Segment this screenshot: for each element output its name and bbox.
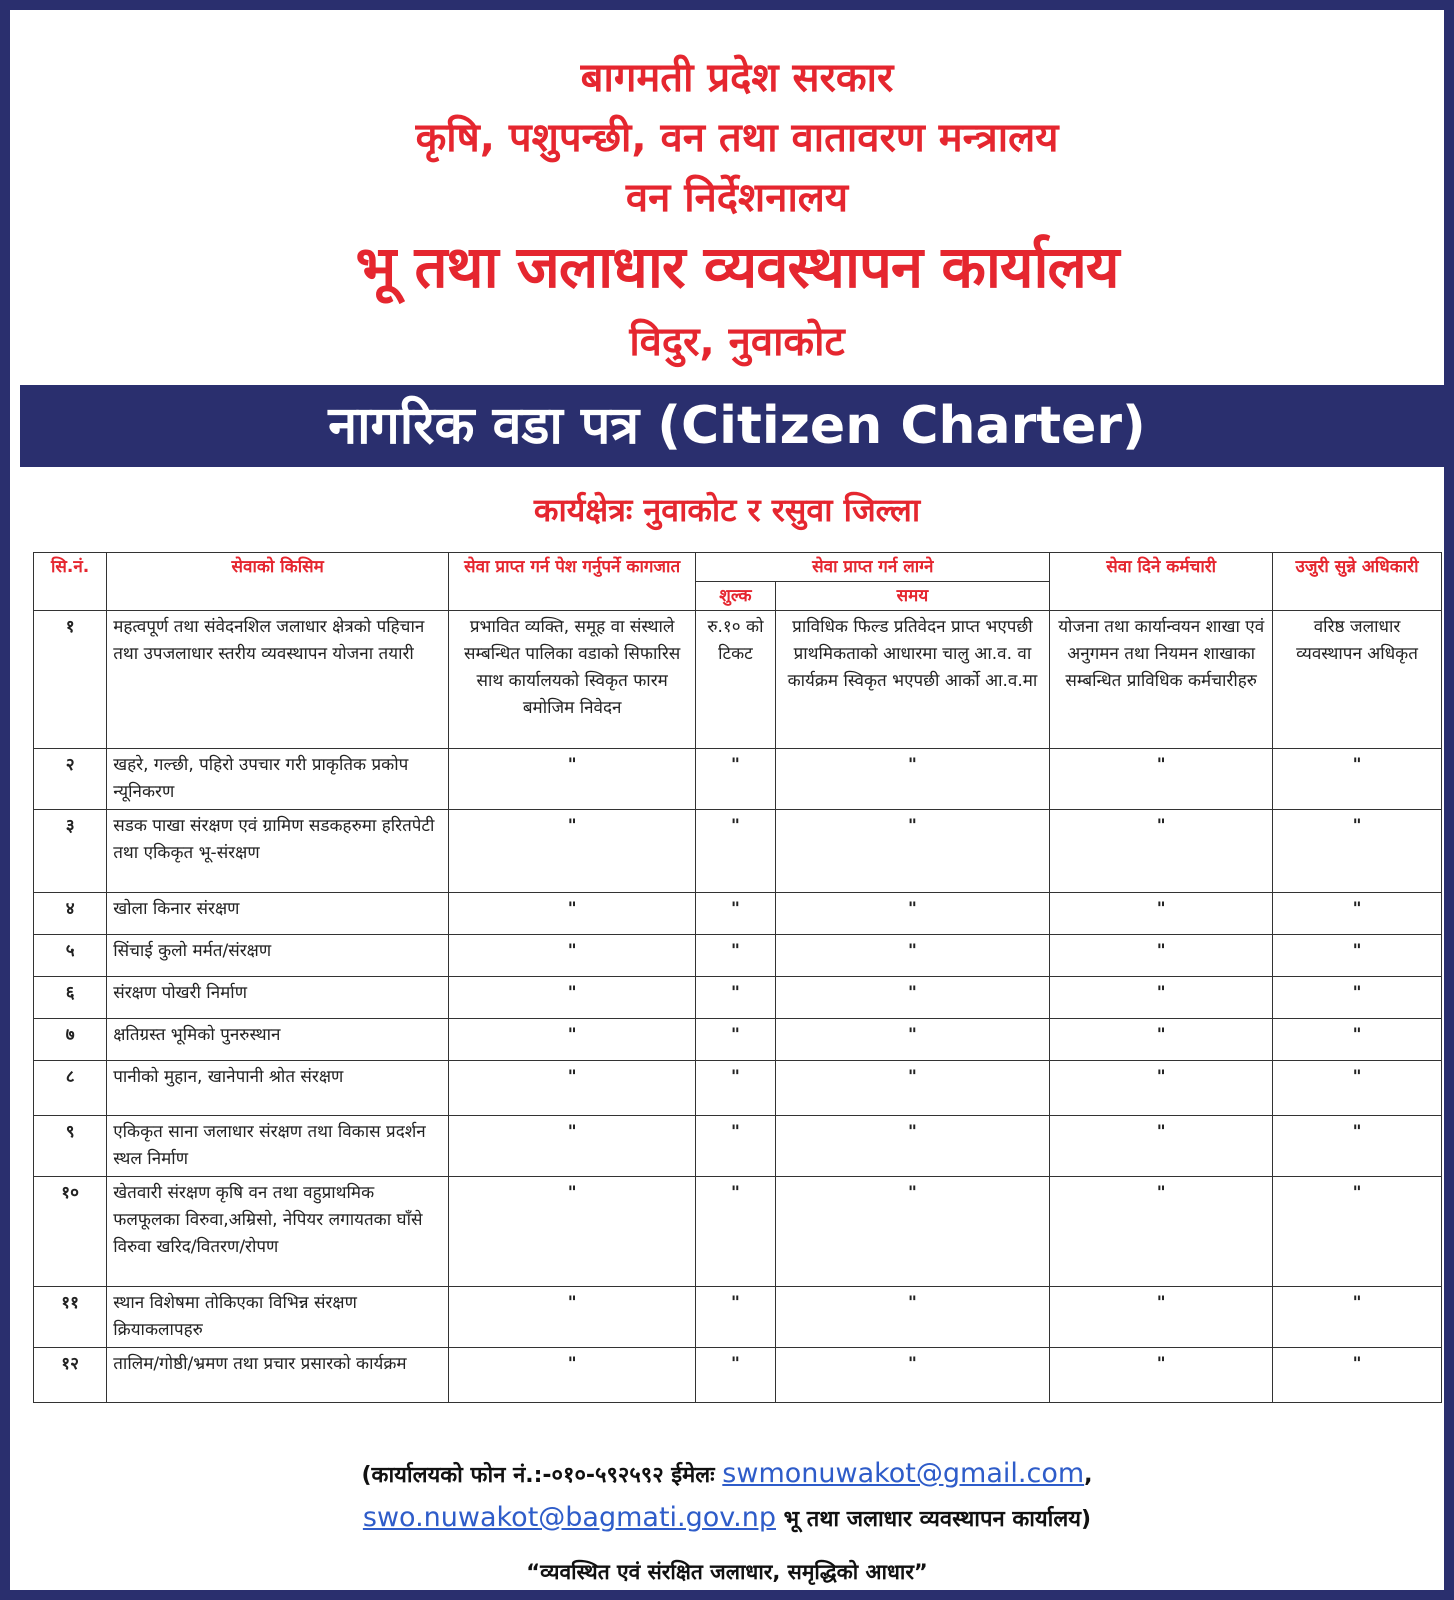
row-time: " [775,977,1050,1019]
row-time: " [775,749,1050,810]
row-fee: " [696,1061,775,1116]
row-grievance: " [1273,977,1442,1019]
row-service: खेतवारी संरक्षण कृषि वन तथा वहुप्राथमिक फलफूलका विरुवा,अम्रिसो, नेपियर लगायतका घाँसे विरुवा खरिद/वितरण/रोपण [107,1177,449,1287]
row-grievance: " [1273,749,1442,810]
table-row [34,749,1442,810]
row-staff: " [1050,1348,1273,1403]
table-row [34,810,1442,893]
row-staff: " [1050,977,1273,1019]
row-documents: " [449,977,696,1019]
table-row [34,935,1442,977]
row-service: खहरे, गल्छी, पहिरो उपचार गरी प्राकृतिक प्रकोप न्यूनिकरण [107,749,449,810]
row-sn: १० [34,1177,107,1287]
row-time: " [775,1061,1050,1116]
row-time: " [775,1177,1050,1287]
row-sn: २ [34,749,107,810]
row-documents: " [449,1061,696,1116]
charter-table [33,552,1442,1403]
row-service: संरक्षण पोखरी निर्माण [107,977,449,1019]
government-name: बागमती प्रदेश सरकार [580,55,894,101]
row-service: तालिम/गोष्ठी/भ्रमण तथा प्रचार प्रसारको कार्यक्रम [107,1348,449,1403]
row-documents: " [449,810,696,893]
row-documents: " [449,1177,696,1287]
table-row [34,1348,1442,1403]
table-header-row [34,553,1442,582]
row-sn: ७ [34,1019,107,1061]
row-documents: " [449,1287,696,1348]
row-documents: " [449,749,696,810]
slogan: “व्यवस्थित एवं संरक्षित जलाधार, समृद्धिको आधार” [526,1560,928,1584]
work-area-heading: कार्यक्षेत्रः नुवाकोट र रसुवा जिल्ला [533,491,921,529]
row-time: " [775,1019,1050,1061]
row-staff: " [1050,893,1273,935]
row-staff: " [1050,1116,1273,1177]
row-documents: " [449,893,696,935]
row-fee: " [696,1177,775,1287]
row-grievance: " [1273,810,1442,893]
row-time: " [775,810,1050,893]
row-fee: " [696,1116,775,1177]
row-fee: " [696,977,775,1019]
row-fee: " [696,1348,775,1403]
row-sn: ६ [34,977,107,1019]
row-staff: " [1050,1019,1273,1061]
row-service: महत्वपूर्ण तथा संवेदनशिल जलाधार क्षेत्रको पहिचान तथा उपजलाधार स्तरीय व्यवस्थापन योजना तयारी [107,611,449,749]
row-sn: ९ [34,1116,107,1177]
row-service: स्थान विशेषमा तोकिएका विभिन्न संरक्षण क्रियाकलापहरु [107,1287,449,1348]
row-documents: " [449,1019,696,1061]
row-grievance: " [1273,1061,1442,1116]
row-fee: " [696,810,775,893]
row-service: खोला किनार संरक्षण [107,893,449,935]
email-link-1[interactable]: swmonuwakot@gmail.com [722,1458,1085,1489]
row-time: प्राविधिक फिल्ड प्रतिवेदन प्राप्त भएपछी प्राथमिकताको आधारमा चालु आ.व. वा कार्यक्रम स्विकृत भएपछी आर्को आ.व.मा [775,611,1050,749]
row-grievance: " [1273,1177,1442,1287]
row-service: सडक पाखा संरक्षण एवं ग्रामिण सडकहरुमा हरितपेटी तथा एकिकृत भू-संरक्षण [107,810,449,893]
header-time: समय [775,582,1050,611]
header-required: सेवा प्राप्त गर्न लाग्ने [696,553,1050,582]
header-grievance: उजुरी सुन्ने अधिकारी [1273,553,1442,611]
row-fee: " [696,893,775,935]
table-row [34,893,1442,935]
row-time: " [775,1116,1050,1177]
row-grievance: " [1273,893,1442,935]
contact-line-1 [20,1458,1434,1489]
header-staff: सेवा दिने कर्मचारी [1050,553,1273,611]
header-documents: सेवा प्राप्त गर्न पेश गर्नुपर्ने कागजात [449,553,696,611]
ministry-name: कृषि, पशुपन्छी, वन तथा वातावरण मन्त्रालय [415,115,1059,161]
row-sn: १२ [34,1348,107,1403]
table-row [34,1061,1442,1116]
row-sn: ३ [34,810,107,893]
row-documents: " [449,1116,696,1177]
row-time: " [775,935,1050,977]
office-location: विदुर, नुवाकोट [629,319,845,365]
table-row [34,977,1442,1019]
row-staff: " [1050,1061,1273,1116]
email-link-2[interactable]: swo.nuwakot@bagmati.gov.np [362,1502,776,1533]
row-staff: " [1050,1287,1273,1348]
row-grievance: " [1273,935,1442,977]
row-documents: प्रभावित व्यक्ति, समूह वा संस्थाले सम्बन्धित पालिका वडाको सिफारिस साथ कार्यालयको स्विकृत फारम बमोजिम निवेदन [449,611,696,749]
table-row [34,1116,1442,1177]
row-documents: " [449,1348,696,1403]
header-fee: शुल्क [696,582,775,611]
office-header [20,20,1454,385]
office-name: भू तथा जलाधार व्यवस्थापन कार्यालय [355,233,1119,301]
row-sn: ८ [34,1061,107,1116]
citizen-charter-banner: नागरिक वडा पत्र (Citizen Charter) [20,385,1454,467]
row-grievance: " [1273,1348,1442,1403]
row-documents: " [449,935,696,977]
row-fee: रु.१० को टिकट [696,611,775,749]
row-fee: " [696,935,775,977]
phone-text: (कार्यालयको फोन नं.:-०१०-५९२५९२ ईमेलः [361,1463,723,1488]
header-sn: सि.नं. [34,553,107,611]
directorate-name: वन निर्देशनालय [625,175,849,221]
table-row [34,611,1442,749]
table-row [34,1287,1442,1348]
row-time: " [775,1287,1050,1348]
row-service: पानीको मुहान, खानेपानी श्रोत संरक्षण [107,1061,449,1116]
header-service-type: सेवाको किसिम [107,553,449,611]
row-sn: १ [34,611,107,749]
table-row [34,1019,1442,1061]
contact-line-2 [20,1502,1434,1533]
row-sn: ४ [34,893,107,935]
row-sn: ११ [34,1287,107,1348]
row-service: एकिकृत साना जलाधार संरक्षण तथा विकास प्रदर्शन स्थल निर्माण [107,1116,449,1177]
row-fee: " [696,749,775,810]
row-time: " [775,893,1050,935]
row-fee: " [696,1019,775,1061]
row-grievance: " [1273,1019,1442,1061]
comma: , [1084,1463,1093,1488]
row-sn: ५ [34,935,107,977]
row-staff: " [1050,1177,1273,1287]
row-staff: " [1050,810,1273,893]
table-body [34,611,1442,1403]
table-row [34,1177,1442,1287]
row-grievance: वरिष्ठ जलाधार व्यवस्थापन अधिकृत [1273,611,1442,749]
row-staff: " [1050,749,1273,810]
row-service: सिंचाई कुलो मर्मत/संरक्षण [107,935,449,977]
row-staff: " [1050,935,1273,977]
row-staff: योजना तथा कार्यान्वयन शाखा एवं अनुगमन तथा नियमन शाखाका सम्बन्धित प्राविधिक कर्मचारीहरु [1050,611,1273,749]
row-grievance: " [1273,1287,1442,1348]
row-fee: " [696,1287,775,1348]
office-suffix: भू तथा जलाधार व्यवस्थापन कार्यालय) [776,1507,1092,1532]
row-grievance: " [1273,1116,1442,1177]
row-service: क्षतिग्रस्त भूमिको पुनरुस्थान [107,1019,449,1061]
row-time: " [775,1348,1050,1403]
